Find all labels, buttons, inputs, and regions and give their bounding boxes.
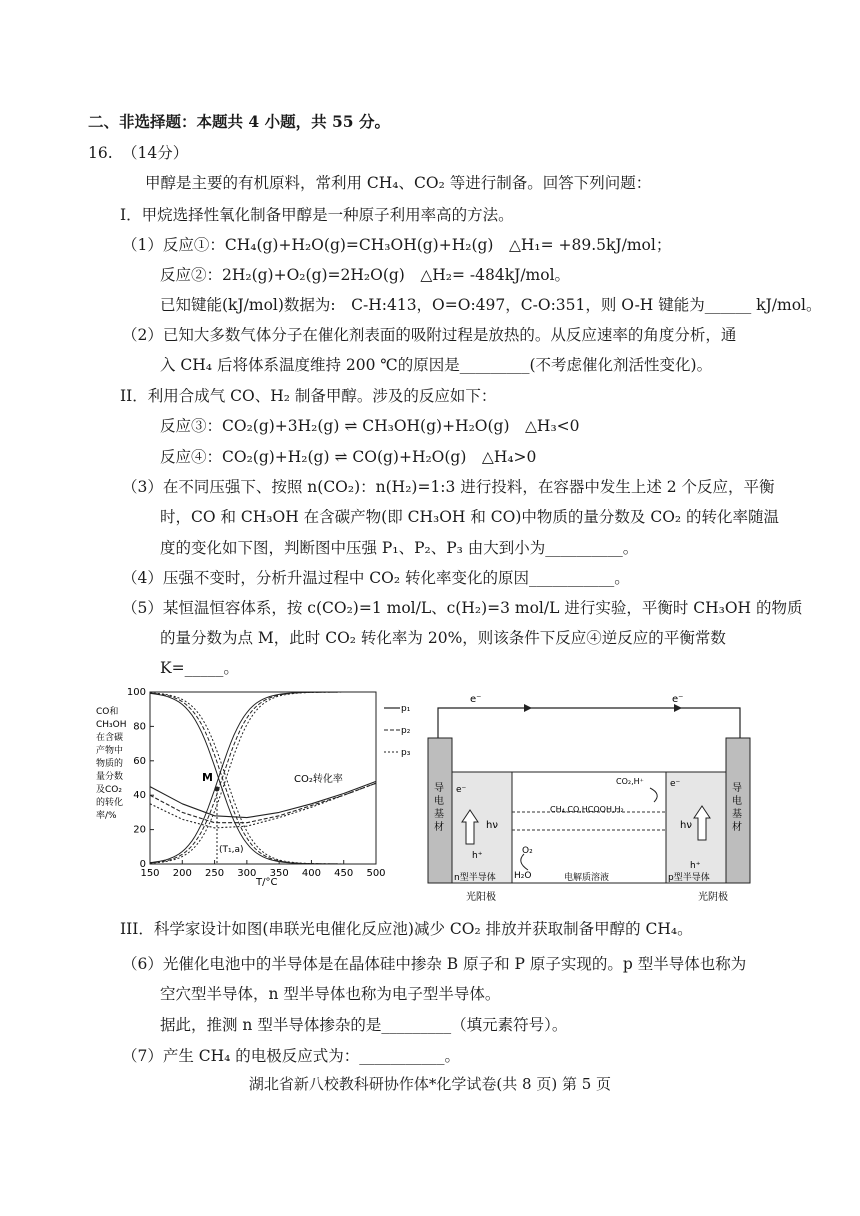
y-tick-label: 60: [133, 755, 146, 767]
conversion-series-line: [150, 783, 376, 828]
point-m-marker: [215, 787, 220, 792]
section-heading: 二、非选择题：本题共 4 小题，共 55 分。: [88, 112, 390, 131]
legend-p1: p₁: [401, 704, 410, 714]
q5-line2: 的量分数为点 M，此时 CO₂ 转化率为 20%，则该条件下反应④逆反应的平衡常数: [160, 629, 726, 647]
p-semiconductor-label: p型半导体: [668, 873, 710, 883]
y-axis-label-line: 量分数: [96, 772, 124, 782]
external-wire: [438, 708, 740, 738]
q2-line1: （2）已知大多数气体分子在催化剂表面的吸附过程是放热的。从反应速率的角度分析，通: [122, 326, 737, 344]
chart-figure: [94, 684, 410, 894]
electron-label-left: e⁻: [470, 694, 482, 705]
q6-line1: （6）光催化电池中的半导体是在晶体硅中掺杂 B 原子和 P 原子实现的。p 型半导体也称为: [122, 955, 747, 973]
y-axis-label: [96, 706, 127, 821]
reaction4: 反应④：CO₂(g)+H₂(g) ⇌ CO(g)+H₂O(g) △H₄>0: [160, 448, 537, 466]
co2-reduction-arrow: [650, 788, 657, 802]
q3-line3: 度的变化如下图，判断图中压强 P₁、P₂、P₃ 由大到小为__________。: [160, 539, 639, 557]
part3-title: III．科学家设计如图(串联光电催化反应池)减少 CO₂ 排放并获取制备甲醇的 CH₄。: [120, 920, 693, 938]
y-axis-label-line: CH₃OH: [96, 720, 127, 730]
point-m-label: M: [202, 771, 213, 784]
products-label: CH₄,CO,HCOOH,H₂: [550, 805, 624, 814]
left-conductor-char: 材: [434, 822, 444, 833]
hole-left: h⁺: [472, 851, 483, 861]
cell-diagram: [418, 688, 762, 906]
question-number: 16.: [88, 144, 113, 162]
right-conductor-char: 基: [732, 809, 742, 820]
electron-small-left: e⁻: [456, 785, 467, 795]
n-semiconductor-label: n型半导体: [454, 873, 496, 883]
q5-line1: （5）某恒温恒容体系，按 c(CO₂)=1 mol/L、c(H₂)=3 mol/L 进行实验，平衡时 CH₃OH 的物质: [122, 599, 803, 617]
y-tick-label: 40: [133, 790, 146, 802]
legend: [384, 704, 410, 758]
conversion-series: [150, 781, 376, 828]
legend-p3: p₃: [401, 748, 410, 758]
question-points: （14分）: [122, 144, 189, 162]
legend-p2: p₂: [401, 726, 410, 736]
x-tick-label: 450: [334, 868, 354, 879]
photocathode-label: 光阴极: [698, 892, 728, 903]
q1-bond-energy: 已知键能(kJ/mol)数据为: C-H:413，O=O:497，C-O:351，则 O-H 键能为______ kJ/mol。: [160, 296, 822, 314]
q6-line2: 空穴型半导体，n 型半导体也称为电子型半导体。: [160, 985, 501, 1003]
hv-left: hν: [486, 820, 498, 831]
x-tick-label: 400: [301, 868, 321, 879]
wire-arrow-right: [674, 704, 682, 712]
reaction3: 反应③：CO₂(g)+3H₂(g) ⇌ CH₃OH(g)+H₂O(g) △H₃<0: [160, 417, 580, 435]
page-footer: 湖北省新八校教科研协作体*化学试卷(共 8 页) 第 5 页: [248, 1075, 612, 1093]
hv-right: hν: [680, 820, 692, 831]
q4: （4）压强不变时，分析升温过程中 CO₂ 转化率变化的原因___________。: [122, 569, 630, 587]
q7: （7）产生 CH₄ 的电极反应式为：___________。: [122, 1047, 461, 1065]
right-conductor-char: 导: [732, 783, 742, 794]
question-intro: 甲醇是主要的有机原料，常利用 CH₄、CO₂ 等进行制备。回答下列问题：: [145, 174, 652, 192]
q5-line3: K=_____。: [160, 659, 239, 677]
o2-label: O₂: [522, 846, 533, 856]
co2-h-label: CO₂,H⁺: [616, 777, 644, 786]
y-axis-label-line: 及CO₂: [96, 785, 122, 795]
y-axis-label-line: 产物中: [96, 746, 124, 756]
y-axis-label-line: 在含碳: [96, 733, 124, 743]
right-conductor-char: 电: [732, 796, 742, 807]
q3-line2: 时，CO 和 CH₃OH 在含碳产物(即 CH₃OH 和 CO)中物质的量分数及 CO₂ 的转化率随温: [160, 508, 780, 526]
point-coord-label: (T₁,a): [219, 845, 244, 855]
wire-arrow-left: [524, 704, 532, 712]
electrolyte-label: 电解质溶液: [564, 873, 610, 883]
left-conductor-char: 导: [434, 783, 444, 794]
y-tick-label: 80: [133, 721, 146, 733]
x-axis-label: T/°C: [256, 877, 278, 888]
q6-line3: 据此，推测 n 型半导体掺杂的是_________（填元素符号）。: [160, 1016, 568, 1034]
left-conductor-char: 基: [434, 809, 444, 820]
q3-line1: （3）在不同压强下、按照 n(CO₂)：n(H₂)=1:3 进行投料，在容器中发生上述 2 个反应，平衡: [122, 478, 775, 496]
y-axis-label-line: CO和: [96, 707, 119, 717]
left-conductor-char: 电: [434, 796, 444, 807]
y-tick-label: 20: [133, 824, 146, 836]
water-oxidation-arrow: [521, 854, 528, 870]
conversion-series-line: [150, 783, 376, 823]
y-tick-label: 100: [126, 687, 146, 698]
x-tick-label: 300: [237, 868, 257, 879]
conversion-series-line: [150, 781, 376, 817]
q1-reaction1: （1）反应①：CH₄(g)+H₂O(g)=CH₃OH(g)+H₂(g) △H₁= +89.5kJ/mol；: [122, 236, 672, 254]
right-conductor-char: 材: [732, 822, 742, 833]
x-tick-label: 200: [172, 868, 192, 879]
curve-label: CO₂转化率: [294, 774, 343, 785]
h2o-label: H₂O: [514, 871, 532, 881]
part1-title: I．甲烷选择性氧化制备甲醇是一种原子利用率高的方法。: [120, 206, 514, 224]
electron-label-right: e⁻: [672, 694, 684, 705]
x-tick-label: 350: [269, 868, 289, 879]
x-tick-label: 500: [366, 868, 386, 879]
y-axis-label-line: 率/%: [96, 811, 117, 821]
q2-line2: 入 CH₄ 后将体系温度维持 200 ℃的原因是_________(不考虑催化剂活性变化)。: [160, 356, 713, 374]
y-axis-label-line: 的转化: [96, 798, 124, 808]
x-tick-label: 250: [205, 868, 225, 879]
x-tick-label: 150: [140, 868, 160, 879]
electron-small-right: e⁻: [670, 779, 681, 789]
y-axis-label-line: 物质的: [96, 759, 124, 769]
q1-reaction2: 反应②：2H₂(g)+O₂(g)=2H₂O(g) △H₂= -484kJ/mol。: [160, 266, 571, 284]
part2-title: II．利用合成气 CO、H₂ 制备甲醇。涉及的反应如下：: [120, 387, 497, 405]
hole-right: h⁺: [690, 861, 701, 871]
y-tick-label: 0: [139, 859, 146, 870]
photoanode-label: 光阳极: [466, 892, 496, 903]
